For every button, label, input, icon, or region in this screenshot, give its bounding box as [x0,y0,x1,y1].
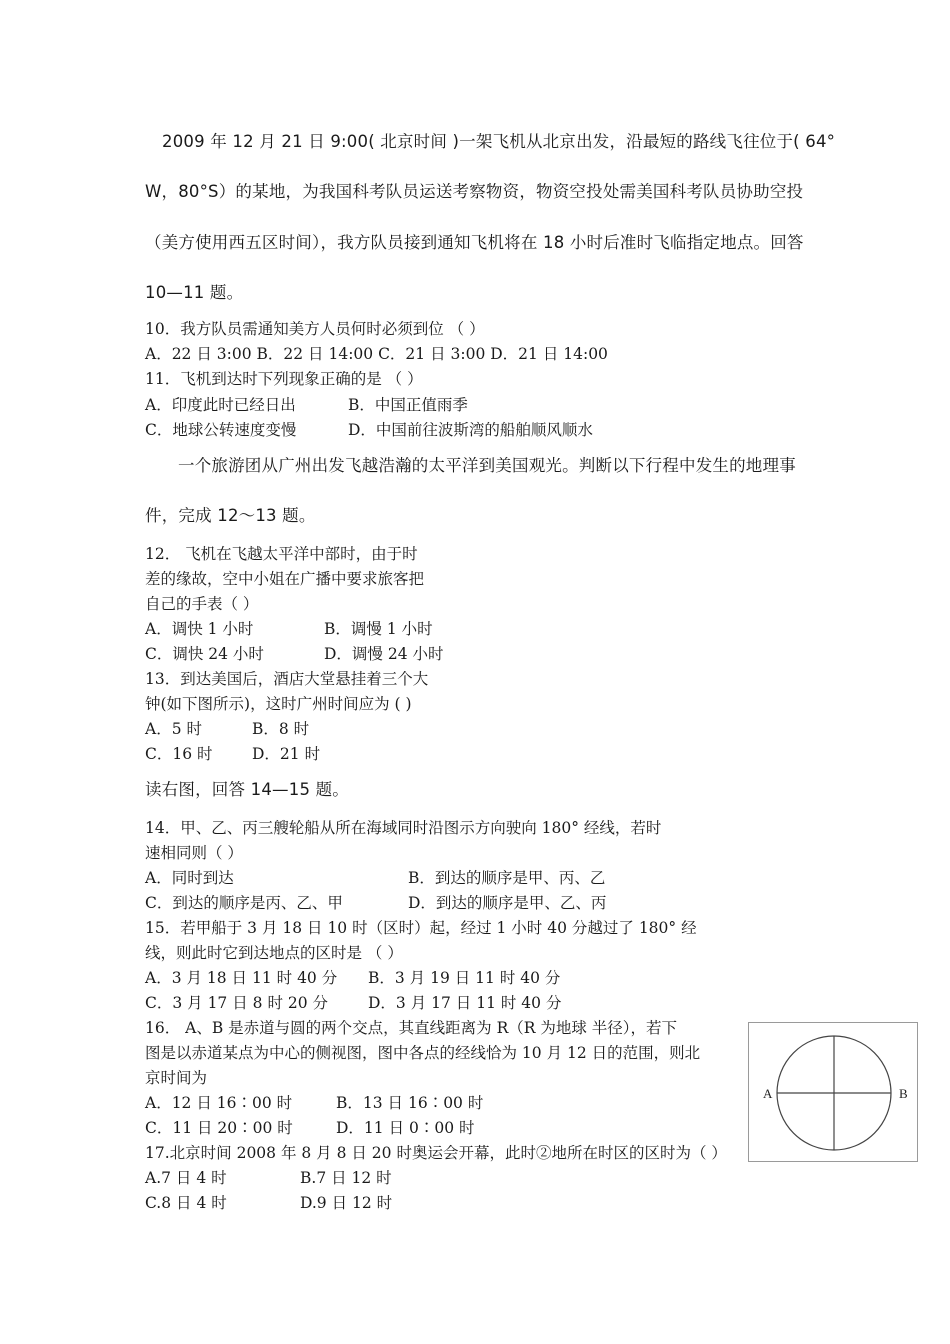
q14-stem-line2: 速相同则（ ） [145,844,243,862]
passage1-line2: W，80°S）的某地，为我国科考队员运送考察物资，物资空投处需美国科考队员协助空投 [145,182,804,201]
passage1-line1: 2009 年 12 月 21 日 9:00( 北京时间 )一架飞机从北京出发，沿最短的路线飞往位于( 64° [162,132,836,151]
q13-option-a: A．5 时 [145,720,202,738]
q17-option-b: B.7 日 12 时 [300,1169,392,1187]
q17-option-d: D.9 日 12 时 [300,1194,393,1212]
q16-stem-line1: 16． A、B 是赤道与圆的两个交点，其直线距离为 R（R 为地球 半径），若下 [145,1019,678,1037]
q13-option-d: D．21 时 [252,745,321,763]
q15-option-d: D．3 月 17 日 11 时 40 分 [368,994,562,1012]
q16-option-b: B．13 日 16∶00 时 [336,1094,484,1112]
passage1-line4: 10—11 题。 [145,283,244,302]
q15-stem-line2: 线，则此时它到达地点的区时是 （ ） [145,944,403,962]
q13-option-c: C．16 时 [145,745,213,763]
q16-option-d: D．11 日 0∶00 时 [336,1119,475,1137]
q17-option-a: A.7 日 4 时 [145,1169,227,1187]
q15-option-b: B．3 月 19 日 11 时 40 分 [368,969,561,987]
q11-option-b: B．中国正值雨季 [348,396,468,414]
q14-option-c: C．到达的顺序是丙、乙、甲 [145,894,343,912]
q12-stem-line3: 自己的手表（ ） [145,595,259,613]
q11-option-d: D．中国前往波斯湾的船舶顺风顺水 [348,421,593,439]
q12-stem-line2: 差的缘故，空中小姐在广播中要求旅客把 [145,570,425,588]
q15-option-a: A．3 月 18 日 11 时 40 分 [145,969,338,987]
q13-option-b: B．8 时 [252,720,310,738]
q16-option-c: C．11 日 20∶00 时 [145,1119,293,1137]
q15-stem-line1: 15．若甲船于 3 月 18 日 10 时（区时）起，经过 1 小时 40 分越过了 180° 经 [145,919,697,937]
q16-stem-line2: 图是以赤道某点为中心的侧视图，图中各点的经线恰为 10 月 12 日的范围，则北 [145,1044,701,1062]
q16-option-a: A．12 日 16∶00 时 [145,1094,293,1112]
point-b-label: B [899,1086,908,1101]
point-a-label: A [763,1086,773,1101]
q11-option-a: A．印度此时已经日出 [145,396,296,414]
q12-stem-line1: 12． 飞机在飞越太平洋中部时，由于时 [145,545,418,563]
q13-stem-line1: 13．到达美国后，酒店大堂悬挂着三个大 [145,670,429,688]
q11-option-c: C．地球公转速度变慢 [145,421,297,439]
q12-option-b: B．调慢 1 小时 [324,620,433,638]
q10-stem: 10．我方队员需通知美方人员何时必须到位 （ ） [145,320,485,338]
q17-stem: 17.北京时间 2008 年 8 月 8 日 20 时奥运会开幕，此时②地所在时区的区时为（ ） [145,1144,727,1162]
q10-options: A．22 日 3:00 B．22 日 14:00 C．21 日 3:00 D．21 日 14:00 [145,345,608,363]
globe-side-view-figure [748,1022,918,1162]
q12-option-a: A．调快 1 小时 [145,620,254,638]
q12-option-c: C．调快 24 小时 [145,645,264,663]
passage2-line1: 一个旅游团从广州出发飞越浩瀚的太平洋到美国观光。判断以下行程中发生的地理事 [178,456,796,475]
q15-option-c: C．3 月 17 日 8 时 20 分 [145,994,329,1012]
q13-stem-line2: 钟(如下图所示)，这时广州时间应为 ( ) [145,695,412,713]
passage3: 读右图，回答 14—15 题。 [145,780,349,799]
q16-stem-line3: 京时间为 [145,1069,208,1087]
q14-option-d: D．到达的顺序是甲、乙、丙 [408,894,607,912]
passage2-line2: 件，完成 12～13 题。 [145,506,316,525]
q17-option-c: C.8 日 4 时 [145,1194,227,1212]
passage1-line3: （美方使用西五区时间），我方队员接到通知飞机将在 18 小时后准时飞临指定地点。回答 [145,233,804,252]
q12-option-d: D．调慢 24 小时 [324,645,444,663]
q14-stem-line1: 14．甲、乙、丙三艘轮船从所在海域同时沿图示方向驶向 180° 经线，若时 [145,819,662,837]
globe-diagram [749,1023,919,1163]
q14-option-a: A．同时到达 [145,869,234,887]
q11-stem: 11．飞机到达时下列现象正确的是 （ ） [145,370,423,388]
q14-option-b: B．到达的顺序是甲、丙、乙 [408,869,606,887]
